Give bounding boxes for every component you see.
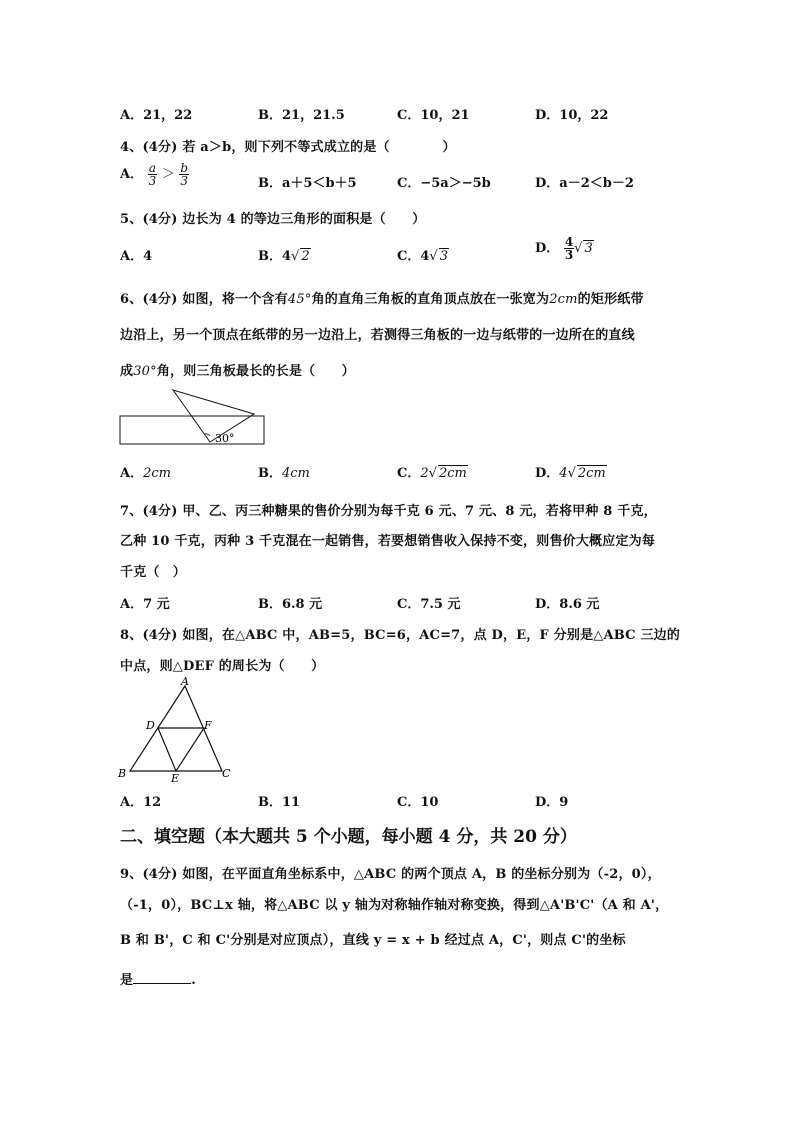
q3-option-a: A．21，22 <box>120 108 193 123</box>
paper-strip <box>120 416 264 444</box>
q4-option-d: D．a－2＜b－2 <box>535 176 634 191</box>
q8-triangle-figure <box>115 676 235 784</box>
q5-option-b: B．4√ 2 <box>258 249 310 264</box>
q7-line-2: 乙种 10 千克，丙种 3 千克混在一起销售，若要想销售收入保持不变，则售价大概应定为每 <box>120 534 656 549</box>
q8-option-c: C．10 <box>397 795 439 810</box>
q5-option-d: D． $\frac{4}{3}$ √ 3 <box>535 235 593 262</box>
q6-option-d: D．4√ 2cm <box>535 466 606 481</box>
q8-line-2: 中点，则△DEF 的周长为（ ） <box>120 659 325 674</box>
q5-option-c: C．4√ 3 <box>397 249 448 264</box>
q3-option-c: C．10，21 <box>397 108 470 123</box>
q6-figure <box>118 386 270 448</box>
q6-line-3: 成30°角，则三角板最长的长是（ ） <box>120 364 355 379</box>
q5-stem: 5、(4分) 边长为 4 的等边三角形的面积是（ ） <box>120 212 426 227</box>
label-a: A <box>181 676 189 688</box>
q7-line-3: 千克（ ） <box>120 565 187 580</box>
q7-line-1: 7、(4分) 甲、乙、丙三种糖果的售价分别为每千克 6 元、7 元、8 元，若将甲种 8 千克， <box>120 504 657 519</box>
label-b: B <box>118 767 127 780</box>
q8-option-a: A．12 <box>120 795 162 810</box>
q4-option-c: C．−5a＞−5b <box>397 176 491 191</box>
q9-line-2: （-1，0），BC⊥x 轴，将△ABC 以 y 轴为对称轴作轴对称变换，得到△A'B'C'（A 和 A'， <box>120 898 669 913</box>
q7-option-b: B．6.8 元 <box>258 597 323 612</box>
q3-option-b: B．21，21.5 <box>258 108 345 123</box>
q8-line-1: 8、(4分) 如图，在△ABC 中，AB=5，BC=6，AC=7，点 D，E，F 分别是△ABC 三边的 <box>120 628 681 643</box>
q4-fraction-b: $\frac{b}{3}$ <box>180 161 189 188</box>
triangle-def <box>158 728 204 771</box>
label-f: F <box>204 719 212 732</box>
q4-option-a: A． $\frac{a}{3}$ ＞ $\frac{b}{3}$ <box>120 161 189 188</box>
q7-option-a: A．7 元 <box>120 597 170 612</box>
label-d: D <box>146 719 155 732</box>
answer-blank[interactable] <box>133 971 191 984</box>
q8-option-b: B．11 <box>258 795 301 810</box>
q8-option-d: D．9 <box>535 795 569 810</box>
q4-stem: 4、(4分) 若 a＞b，则下列不等式成立的是（ ） <box>120 140 456 155</box>
q9-line-3: B 和 B'，C 和 C'分别是对应顶点），直线 y = x + b 经过点 A，C'，则点 C'的坐标 <box>120 933 626 948</box>
label-c: C <box>222 767 231 780</box>
q7-option-d: D．8.6 元 <box>535 597 600 612</box>
section-heading: 二、填空题（本大题共 5 个小题，每小题 4 分，共 20 分） <box>120 827 577 847</box>
angle-label: 30° <box>215 432 235 445</box>
q9-line-1: 9、(4分) 如图，在平面直角坐标系中，△ABC 的两个顶点 A，B 的坐标分别为（-2，0）， <box>120 867 661 882</box>
q6-option-b: B．4cm <box>258 466 310 481</box>
label-e: E <box>171 772 180 784</box>
q6-line-2: 边沿上，另一个顶点在纸带的另一边沿上，若测得三角板的一边与纸带的一边所在的直线 <box>120 328 635 343</box>
q3-option-d: D．10，22 <box>535 108 609 123</box>
q5-option-a: A．4 <box>120 249 153 264</box>
q4-option-b: B．a＋5＜b＋5 <box>258 176 357 191</box>
q6-option-c: C．2√ 2cm <box>397 466 467 481</box>
q7-option-c: C．7.5 元 <box>397 597 461 612</box>
q6-option-a: A．2cm <box>120 466 171 481</box>
q6-line-1: 6、(4分) 如图，将一个含有45°角的直角三角板的直角顶点放在一张宽为2cm的矩形纸带 <box>120 292 644 307</box>
q9-line-4: 是 . <box>120 973 196 988</box>
q4-fraction-a: $\frac{a}{3}$ <box>148 161 157 188</box>
